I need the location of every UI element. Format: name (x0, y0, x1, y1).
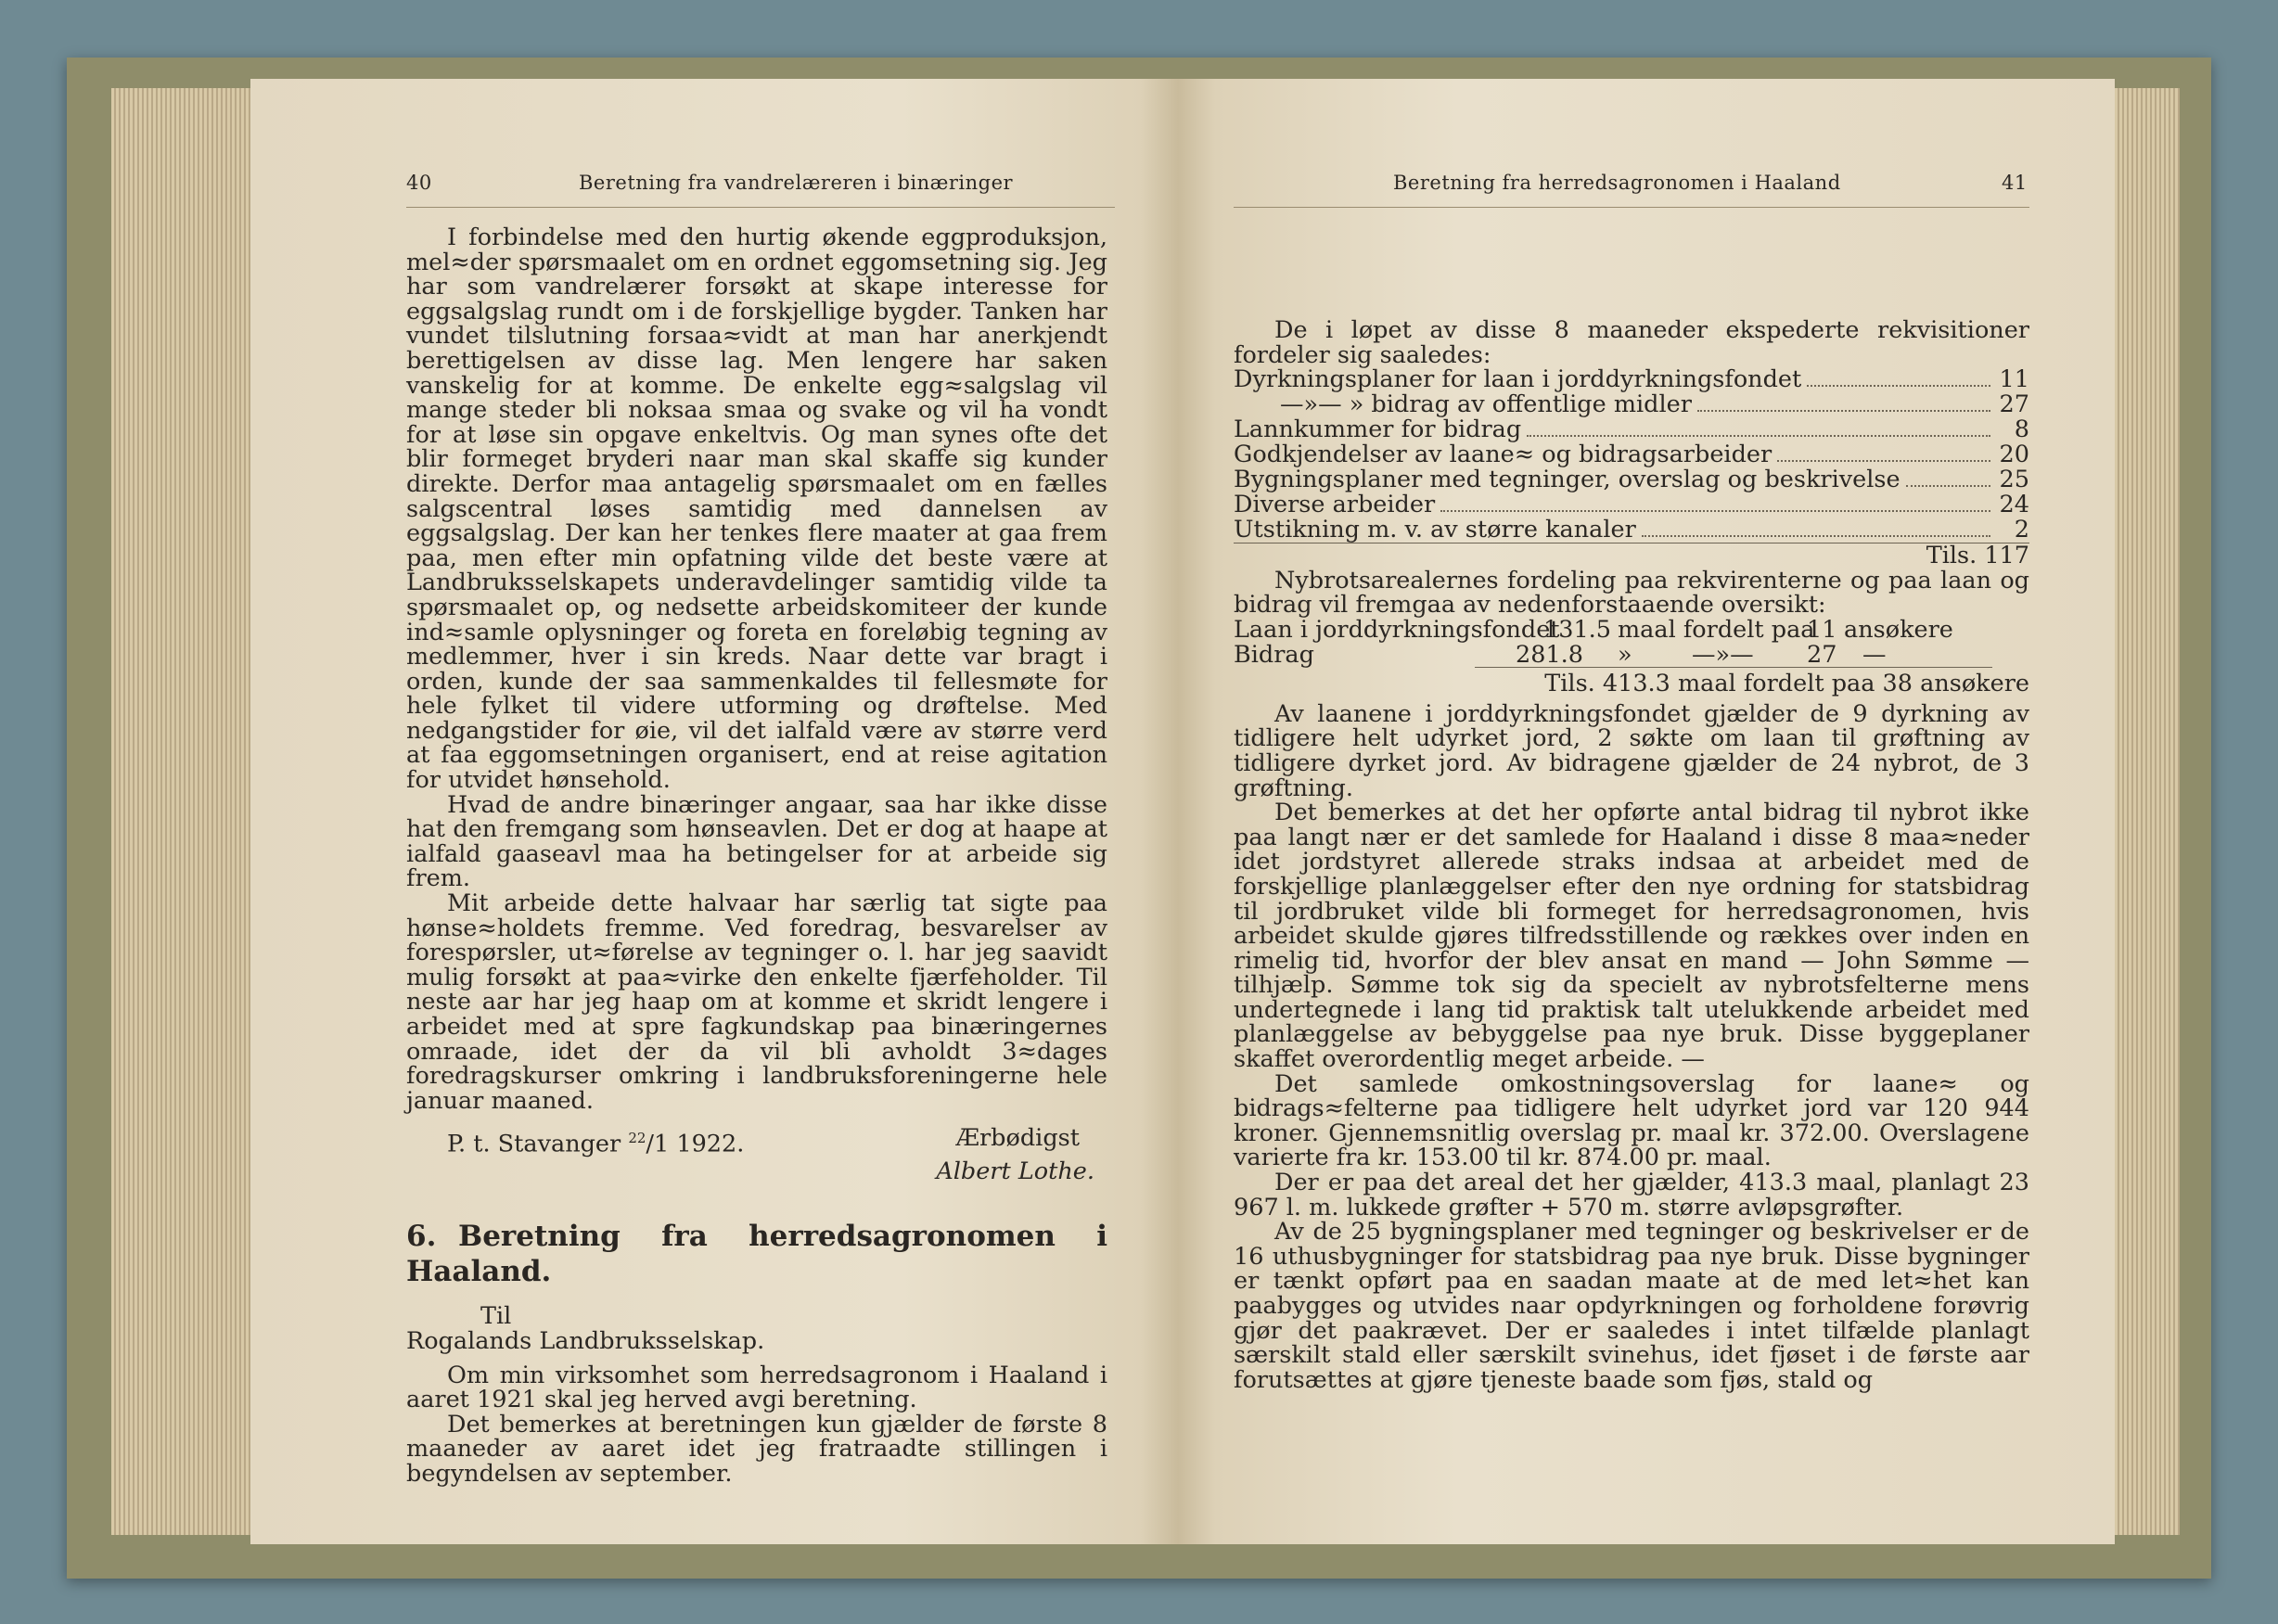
requisitions-table (1234, 367, 2029, 569)
requisitions-total: Tils. 117 (1926, 542, 2029, 570)
list-item: Dyrkningsplaner for laan i jorddyrkningsfondet 11 (1234, 365, 2029, 394)
addressee: Rogalands Landbruksselskap. (406, 1326, 765, 1355)
paragraph: Det bemerkes at det her opførte antal bidrag til nybrot ikke paa langt nær er det samlede for Haaland i disse 8 maa≈neder idet jordstyret allerede straks indsaa at arbeidet med de forskjellige planlæggelser efter den nye ordning for statsbidrag til jordbruket vilde bli formeget for herredsagronomen, hvis arbeidet skulde gjøres tilfredsstillende og rækkes over inden en rimelig tid, hvorfor der blev ansat en mand — John Sømme — tilhjælp. Sømme tok sig da specielt av nybrotsfelterne mens undertegnede i lang tid praktisk talt utelukkende arbeidet med planlæggelse av bebyggelse paa nye bruk. Disse byggeplaner skaffet overordentlig meget arbeide. — (1234, 799, 2029, 1074)
paragraph: Mit arbeide dette halvaar har særlig tat sigte paa hønse≈holdets fremme. Ved foredrag, besvarelser av forespørsler, ut≈førelse av tegninger o. l. har jeg saavidt mulig forsøkt at paa≈virke den enkelte fjærfeholder. Til neste aar har jeg haap om at komme et skridt lengere i arbeidet med at spre fagkundskap paa binæringernes omraade, idet der da vil bli avholdt 3≈dages foredragskurser omkring i landbruksforeningerne hele januar maaned. (406, 889, 1107, 1115)
paragraph: Av de 25 bygningsplaner med tegninger og beskrivelser er de 16 uthusbygninger for statsbidrag paa nye bruk. Disse bygninger er tænkt opført paa en saadan maate at de med let≈het kan paabygges og utvides naar opdyrkningen og forholdene forøvrig gjør det paakrævet. Der er saaledes i intet tilfælde planlagt særskilt stald eller særskilt svinehus, idet fjøset i de første aar forutsættes at gjøre tjeneste baade som fjøs, stald og (1234, 1218, 2029, 1394)
signature-place-date: P. t. Stavanger $^{22}$/1 1922. (447, 1130, 745, 1158)
page-edges-right (2105, 88, 2180, 1535)
paragraph: Det samlede omkostningsoverslag for laane≈ og bidrags≈felterne paa tidligere helt udyrket jord var 120 944 kroner. Gjennemsnitlig overslag pr. maal kr. 372.00. Overslagene varierte fra kr. 153.00 til kr. 874.00 pr. maal. (1234, 1069, 2029, 1172)
right-page (1178, 79, 2115, 1544)
list-item: Godkjendelser av laane≈ og bidragsarbeider 20 (1234, 441, 2029, 469)
running-head-left: Beretning fra vandrelæreren i binæringer (579, 172, 1014, 194)
paragraph: Der er paa det areal det her gjælder, 413.3 maal, planlagt 23 967 l. m. lukkede grøfter + 570 m. større avløpsgrøfter. (1234, 1169, 2029, 1221)
list-item: —»— » bidrag av offentlige midler 27 (1280, 390, 2029, 419)
table-row: Bidrag 281.8 » —»— 27 — (1234, 643, 2029, 669)
table-row: Laan i jorddyrkningsfondet 131.5 maal fordelt paa 11 ansøkere (1234, 615, 1953, 644)
paragraph: Det bemerkes at beretningen kun gjælder de første 8 maaneder av aaret idet jeg fratraadte stillingen i begyndelsen av september. (406, 1410, 1107, 1488)
address-to: Til (480, 1302, 512, 1331)
list-item: Lannkummer for bidrag 8 (1234, 416, 2029, 444)
paragraph: Om min virksomhet som herredsagronom i Haaland i aaret 1921 skal jeg herved avgi beretning. (406, 1361, 1107, 1414)
header-rule-left (406, 207, 1115, 208)
list-item: Bygningsplaner med tegninger, overslag og beskrivelse 25 (1234, 466, 2029, 494)
section-heading (406, 1219, 1107, 1289)
page-edges-left (111, 88, 260, 1535)
distribution-table (1234, 615, 2029, 698)
signature-block (406, 1124, 1107, 1186)
signature-greeting: Ærbødigst (955, 1124, 1080, 1153)
paragraph: Hvad de andre binæringer angaar, saa har ikke disse hat den fremgang som hønseavlen. Det er dog at haape at ialfald gaaseavl maa ha betingelser for at arbeide sig frem. (406, 790, 1107, 893)
section-number: 6. (406, 1220, 437, 1254)
paragraph: Nybrotsarealernes fordeling paa rekvirenterne og paa laan og bidrag vil fremgaa av nedenforstaaende oversikt: (1234, 566, 2029, 620)
left-page (250, 79, 1178, 1544)
running-head-right: Beretning fra herredsagronomen i Haaland (1393, 172, 1841, 194)
list-item: Diverse arbeider 24 (1234, 491, 2029, 519)
distribution-total: Tils. 413.3 maal fordelt paa 38 ansøkere (1544, 670, 2029, 698)
page-number-right: 41 (2002, 172, 2028, 194)
page-number-left: 40 (406, 172, 432, 194)
paragraph: I forbindelse med den hurtig økende eggproduksjon, mel≈der spørsmaalet om en ordnet eggomsetning sig. Jeg har som vandrelærer forsøkt at skape interesse for eggsalgslag rundt om i de forskjellige bygder. Tanken har vundet tilslutning forsaa≈vidt at man har anerkjendt berettigelsen av disse lag. Men lengere har saken vanskelig for at komme. De enkelte egg≈salgslag vil mange steder bli noksaa smaa og svake og vil ha vondt for at løse sin opgave enkeltvis. Og man synes ofte det blir formeget bryderi naar man skal skaffe sig kunder direkte. Derfor maa antagelig spørsmaalet om en fælles salgscentral løses samtidig med dannelsen av eggsalgslag. Der kan her tenkes flere maater at gaa frem paa, men efter min opfatning vilde det beste være at Landbruksselskapets underavdelinger samtidig vilde ta spørsmaalet op, og nedsette arbeidskomiteer der kunde ind≈samle oplysninger og foreta en foreløbig tegning av medlemmer, hver i sin kreds. Naar dette var bragt i orden, kunde der saa sammenkaldes til fellesmøte for hele fylket til videre utforming og drøftelse. Med nedgangstider for øie, vil det ialfald være av større verd at faa eggomsetningen organisert, end at reise agitation for utvidet hønsehold. (406, 224, 1107, 795)
paragraph: Av laanene i jorddyrkningsfondet gjælder de 9 dyrkning av tidligere helt udyrket jord, 2 søkte om laan til grøftning av tidligere dyrket jord. Av bidragene gjælder de 24 nybrot, de 3 grøftning. (1234, 699, 2029, 802)
section-title: Beretning fra herredsagronomen i Haaland. (406, 1220, 1107, 1289)
header-rule-right (1234, 207, 2029, 208)
list-item: Utstikning m. v. av større kanaler 2 (1234, 516, 2029, 544)
left-body (406, 225, 1107, 1487)
signature-name: Albert Lothe. (936, 1157, 1094, 1186)
right-body (1234, 318, 2029, 1392)
paragraph: De i løpet av disse 8 maaneder ekspederte rekvisitioner fordeler sig saaledes: (1234, 316, 2029, 369)
